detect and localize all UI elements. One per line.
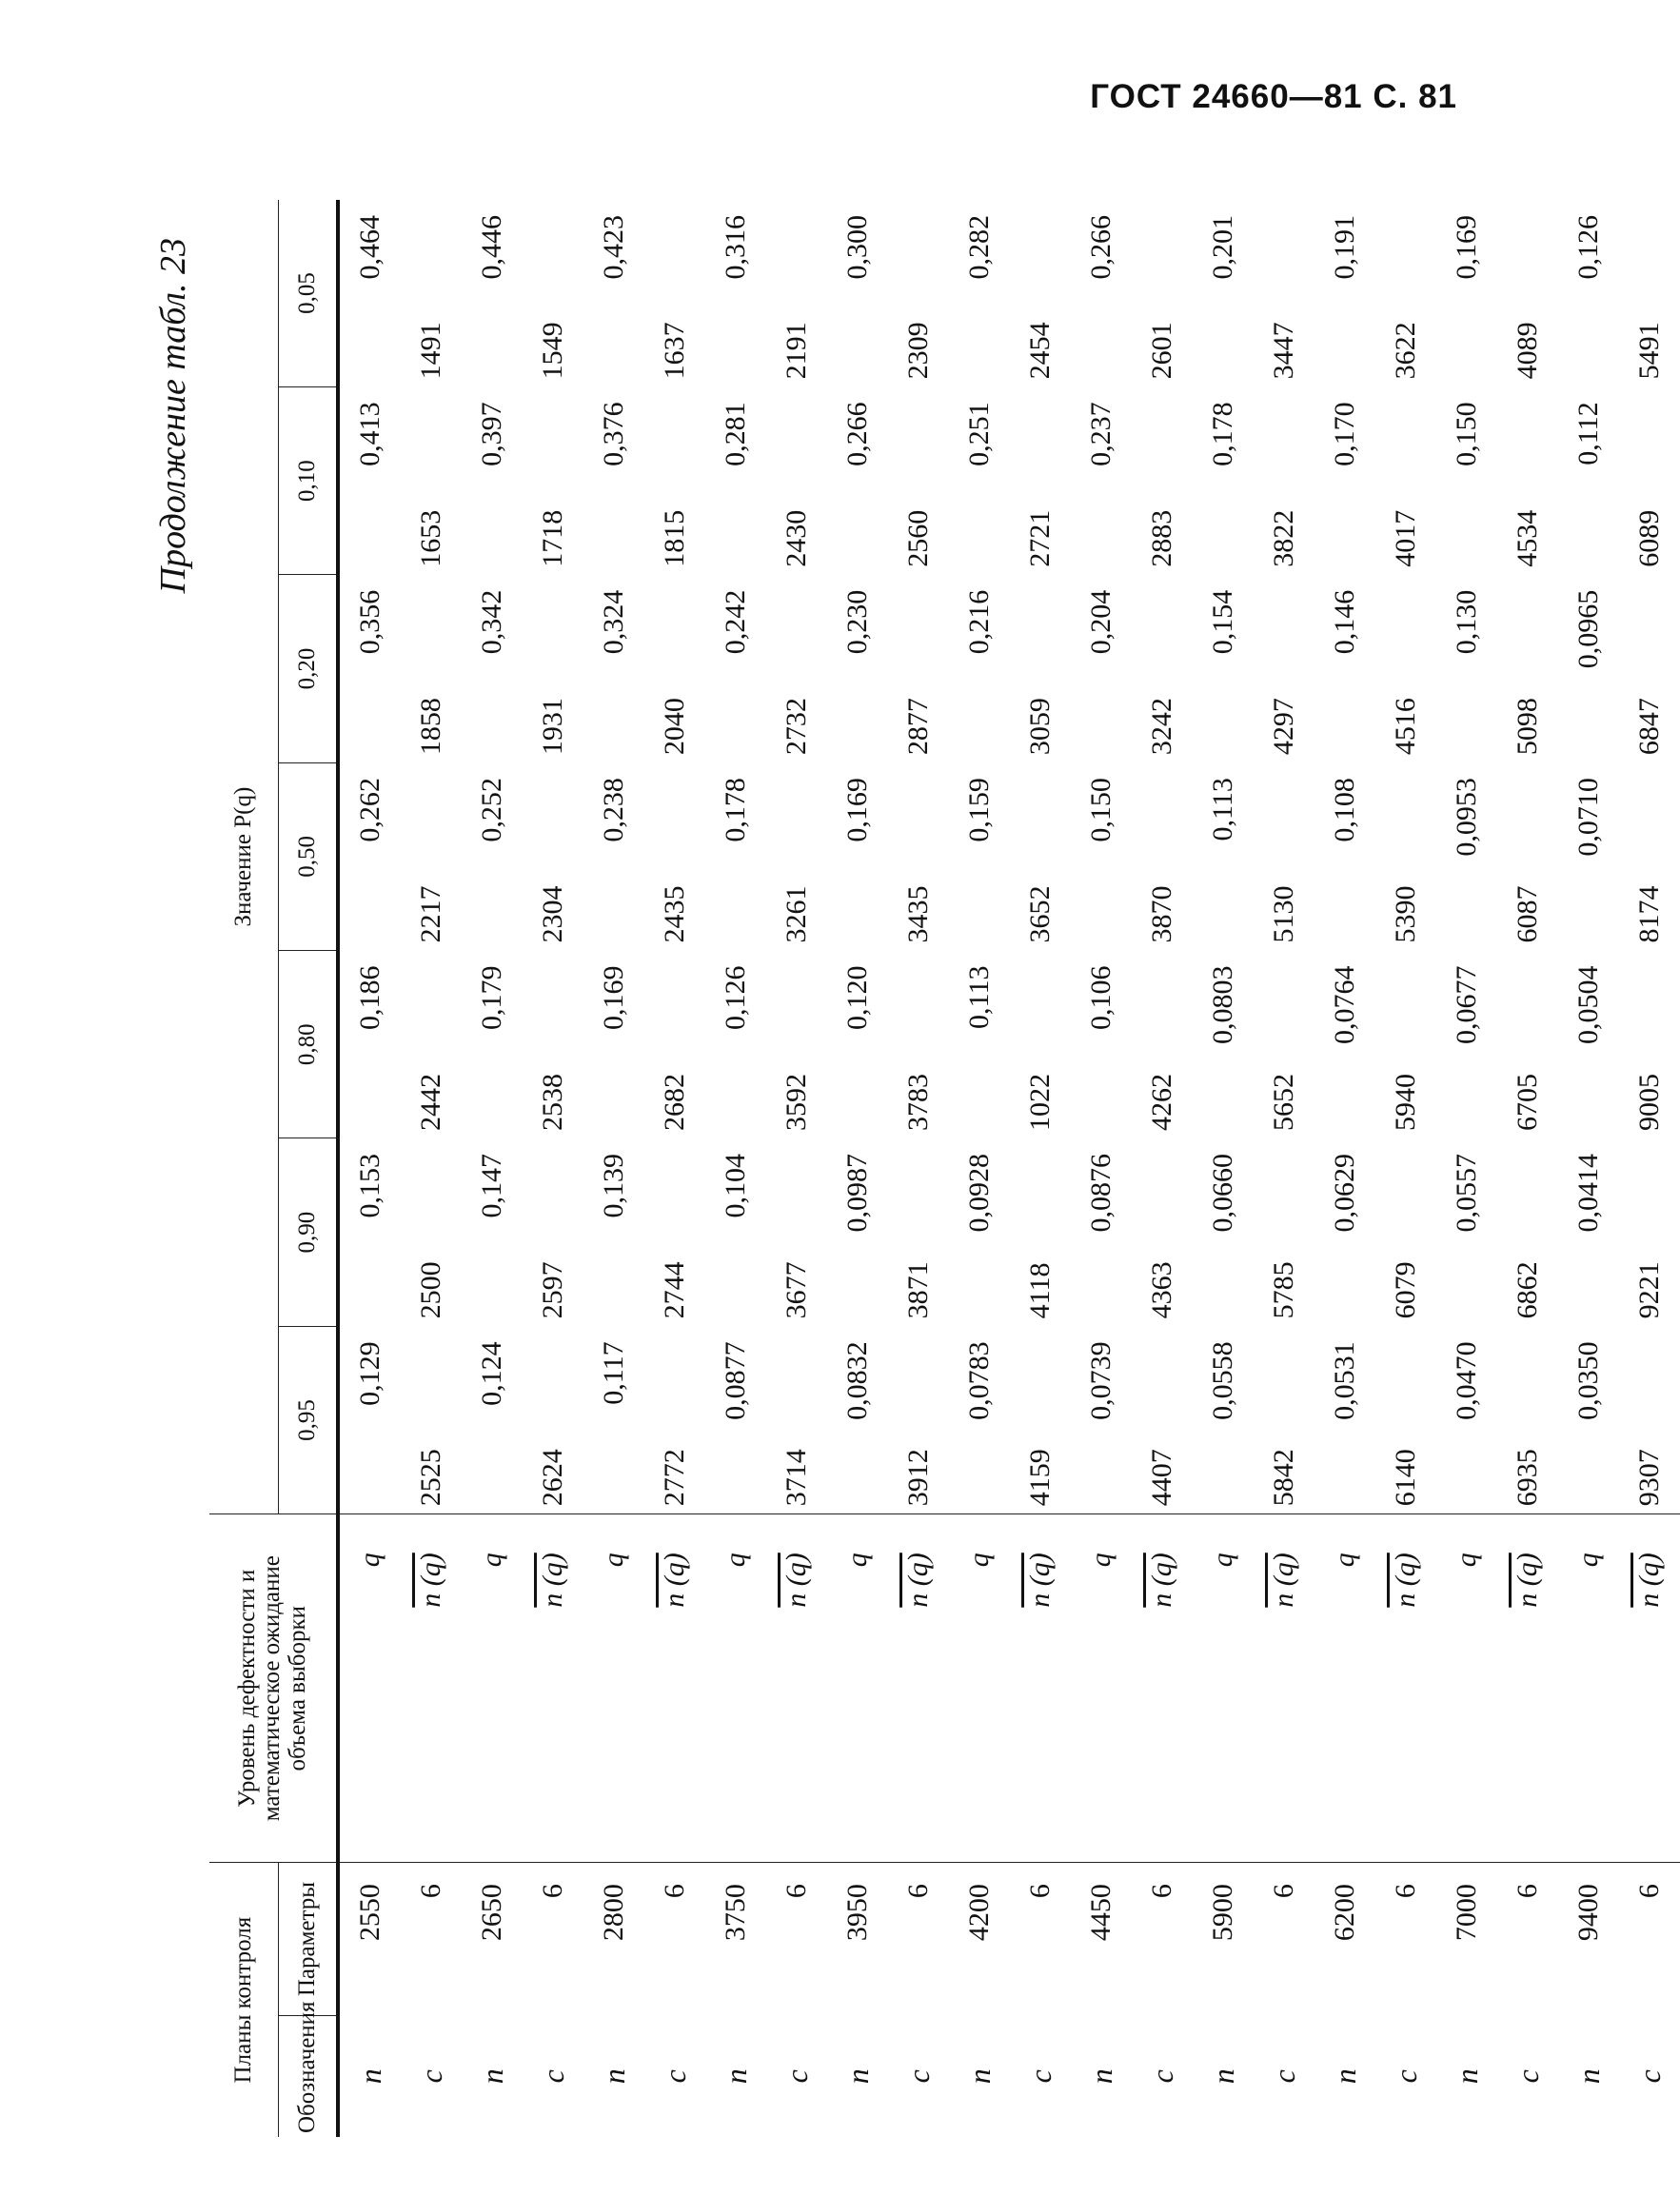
label-nq (1010, 1514, 1071, 1863)
label-q: q (1193, 1514, 1254, 1863)
value-q: 0,0558 (1193, 1326, 1254, 1513)
parameter-c: 6 (415, 1884, 446, 1899)
value-q: 0,266 (1085, 215, 1117, 280)
header-p-0-80: 0,80 (279, 951, 339, 1138)
parameter-c: 6 (1024, 1884, 1056, 1899)
parameter-n: 2650 (476, 1884, 507, 1942)
value-q: 0,146 (1329, 589, 1360, 655)
value-q: 0,191 (1329, 215, 1360, 280)
value-nq: 1931 (537, 698, 568, 756)
continuation-title: Продолжение табл. 23 (153, 238, 193, 594)
parameter-n: 6200 (1329, 1884, 1360, 1942)
designation-c: c (1388, 2069, 1423, 2084)
value-q: 0,204 (1085, 589, 1117, 655)
value-nq: 3912 (888, 1326, 949, 1513)
value-q: 0,413 (338, 386, 401, 574)
value-q: 0,178 (720, 778, 751, 842)
value-nq: 5098 (1512, 698, 1543, 756)
value-nq: 6087 (1512, 885, 1543, 943)
value-nq: 2877 (902, 698, 934, 756)
value-nq: 6862 (1512, 1261, 1543, 1319)
value-nq: 2624 (523, 1326, 583, 1513)
value-q: 0,154 (1207, 589, 1238, 655)
value-nq: 5491 (1633, 322, 1665, 380)
header-p-0-20: 0,20 (279, 575, 339, 762)
value-nq: 5785 (1268, 1261, 1299, 1319)
value-q: 0,0660 (1207, 1153, 1238, 1233)
table-row (523, 200, 583, 2137)
value-nq: 3592 (781, 1073, 812, 1131)
parameter-c: 6 (902, 1884, 934, 1899)
value-q: 0,0953 (1451, 778, 1482, 857)
value-nq: 1858 (415, 698, 446, 756)
value-q: 0,216 (963, 589, 995, 655)
value-nq: 2772 (644, 1326, 705, 1513)
parameter-c: 6 (781, 1884, 812, 1899)
table-row (1314, 200, 1375, 2137)
value-q: 0,262 (338, 762, 401, 950)
value-nq: 2883 (1146, 509, 1177, 567)
value-nq: 9307 (1619, 1326, 1680, 1513)
designation-n: n (1571, 2068, 1606, 2085)
table-row (1132, 200, 1193, 2137)
designation-c: c (1510, 2069, 1545, 2084)
table-row (1254, 200, 1314, 2137)
table-row (1619, 200, 1680, 2137)
designation-n: n (718, 2068, 753, 2085)
table-row (1071, 200, 1132, 2137)
label-q: q (338, 1514, 401, 1863)
value-nq: 3871 (902, 1261, 934, 1319)
table-row (1193, 200, 1254, 2137)
value-q: 0,186 (338, 951, 401, 1138)
value-nq: 2538 (537, 1073, 568, 1131)
value-nq: 2525 (401, 1326, 462, 1513)
table-row (401, 200, 462, 2137)
value-q: 0,342 (476, 589, 507, 655)
value-q: 0,316 (720, 215, 751, 280)
value-nq: 2682 (659, 1073, 690, 1131)
designation-n: n (1205, 2068, 1240, 2085)
value-nq: 9221 (1633, 1261, 1665, 1319)
value-q: 0,124 (462, 1326, 523, 1513)
value-nq: 1491 (415, 322, 446, 380)
label-nq-text: n (q) (1268, 1553, 1299, 1608)
value-nq: 4017 (1390, 509, 1421, 567)
value-nq: 3059 (1024, 698, 1056, 756)
parameter-n: 5900 (1207, 1884, 1238, 1942)
parameter-c: 6 (1512, 1884, 1543, 1899)
value-q: 0,130 (1451, 589, 1482, 655)
label-nq-text: n (q) (1633, 1553, 1665, 1608)
value-q: 0,201 (1207, 215, 1238, 280)
label-nq (523, 1514, 583, 1863)
value-nq: 2560 (902, 509, 934, 567)
table-row (705, 200, 766, 2137)
value-q: 0,300 (841, 215, 873, 280)
value-nq: 1022 (1024, 1073, 1056, 1131)
table-row (1436, 200, 1497, 2137)
header-level: Уровень дефектности и математическое ожидание объема выборки (209, 1514, 338, 1863)
parameter-c: 6 (1390, 1884, 1421, 1899)
parameter-c: 6 (537, 1884, 568, 1899)
label-q: q (1314, 1514, 1375, 1863)
value-q: 0,169 (1451, 215, 1482, 280)
table-row (1497, 200, 1558, 2137)
value-nq: 5940 (1390, 1073, 1421, 1131)
label-nq-text: n (q) (781, 1553, 812, 1608)
page-header: ГОСТ 24660—81 С. 81 (1090, 78, 1457, 115)
value-nq: 4363 (1146, 1261, 1177, 1319)
value-nq: 5652 (1268, 1073, 1299, 1131)
value-q: 0,0557 (1451, 1153, 1482, 1233)
value-nq: 2304 (537, 885, 568, 943)
value-nq: 2500 (415, 1261, 446, 1319)
value-q: 0,0531 (1314, 1326, 1375, 1513)
value-q: 0,376 (598, 402, 629, 466)
value-q: 0,170 (1329, 402, 1360, 466)
value-nq: 4089 (1512, 322, 1543, 380)
value-q: 0,464 (338, 200, 401, 386)
value-nq: 4262 (1146, 1073, 1177, 1131)
label-nq (1132, 1514, 1193, 1863)
label-q: q (1558, 1514, 1619, 1863)
label-nq-text: n (q) (1512, 1553, 1543, 1608)
designation-c: c (535, 2069, 570, 2084)
label-nq (1619, 1514, 1680, 1863)
value-q: 0,106 (1085, 965, 1117, 1031)
value-nq: 6089 (1633, 509, 1665, 567)
designation-c: c (413, 2069, 448, 2084)
value-q: 0,112 (1572, 402, 1604, 465)
value-nq: 2597 (537, 1261, 568, 1319)
value-nq: 2435 (659, 885, 690, 943)
label-nq-text: n (q) (1024, 1553, 1056, 1608)
value-nq: 9005 (1633, 1073, 1665, 1131)
label-nq (766, 1514, 827, 1863)
value-q: 0,0350 (1558, 1326, 1619, 1513)
value-nq: 2430 (781, 509, 812, 567)
value-nq: 3822 (1268, 509, 1299, 567)
designation-c: c (900, 2069, 936, 2084)
value-nq: 2744 (659, 1261, 690, 1319)
table-row (1010, 200, 1071, 2137)
label-nq-text: n (q) (1390, 1553, 1421, 1608)
table-row (949, 200, 1010, 2137)
rotated-table-container (152, 200, 1667, 2137)
value-q: 0,150 (1085, 778, 1117, 842)
value-nq: 5130 (1268, 885, 1299, 943)
table-row (644, 200, 705, 2137)
value-q: 0,178 (1207, 402, 1238, 466)
header-designation: Обозначения (279, 2015, 339, 2137)
designation-n: n (840, 2068, 875, 2085)
value-q: 0,120 (841, 965, 873, 1031)
value-nq: 8174 (1633, 885, 1665, 943)
table-row (1558, 200, 1619, 2137)
label-nq (1375, 1514, 1436, 1863)
designation-n: n (961, 2068, 997, 2085)
value-nq: 4516 (1390, 698, 1421, 756)
designation-n: n (338, 2015, 401, 2137)
value-q: 0,242 (720, 589, 751, 655)
value-q: 0,251 (963, 402, 995, 466)
value-q: 0,230 (841, 589, 873, 655)
value-nq: 2309 (902, 322, 934, 380)
value-q: 0,0739 (1071, 1326, 1132, 1513)
value-nq: 3622 (1390, 322, 1421, 380)
label-q: q (827, 1514, 888, 1863)
value-q: 0,153 (338, 1138, 401, 1326)
header-p-0-90: 0,90 (279, 1138, 339, 1326)
designation-n: n (474, 2068, 509, 2085)
value-nq: 2191 (781, 322, 812, 380)
value-q: 0,0876 (1085, 1153, 1117, 1233)
value-nq: 6705 (1512, 1073, 1543, 1131)
value-nq: 4159 (1010, 1326, 1071, 1513)
value-q: 0,0832 (827, 1326, 888, 1513)
value-q: 0,266 (841, 402, 873, 466)
label-q: q (949, 1514, 1010, 1863)
value-q: 0,397 (476, 402, 507, 466)
value-nq: 3714 (766, 1326, 827, 1513)
value-nq: 2454 (1024, 322, 1056, 380)
value-nq: 4534 (1512, 509, 1543, 567)
label-nq (1497, 1514, 1558, 1863)
header-p-0-10: 0,10 (279, 386, 339, 574)
value-nq: 2601 (1146, 322, 1177, 380)
value-nq: 6140 (1375, 1326, 1436, 1513)
value-nq: 3783 (902, 1073, 934, 1131)
parameter-c: 6 (1633, 1884, 1665, 1899)
label-q: q (583, 1514, 644, 1863)
parameter-n: 7000 (1451, 1884, 1482, 1942)
table-row (888, 200, 949, 2137)
label-q: q (1071, 1514, 1132, 1863)
value-nq: 1653 (415, 509, 446, 567)
value-q: 0,446 (476, 215, 507, 280)
table-row (462, 200, 523, 2137)
value-q: 0,238 (598, 778, 629, 842)
value-q: 0,0987 (841, 1153, 873, 1233)
value-nq: 6935 (1497, 1326, 1558, 1513)
value-q: 0,108 (1329, 778, 1360, 842)
designation-n: n (1449, 2068, 1484, 2085)
value-nq: 2217 (415, 885, 446, 943)
label-q: q (1436, 1514, 1497, 1863)
value-nq: 1549 (537, 322, 568, 380)
header-p-0-50: 0,50 (279, 762, 339, 950)
designation-c: c (1022, 2069, 1057, 2084)
value-nq: 3447 (1268, 322, 1299, 380)
value-q: 0,147 (476, 1153, 507, 1218)
table-row (766, 200, 827, 2137)
value-q: 0,281 (720, 402, 751, 466)
value-q: 0,0764 (1329, 965, 1360, 1045)
label-nq (1254, 1514, 1314, 1863)
value-nq: 3677 (781, 1261, 812, 1319)
value-nq: 3242 (1146, 698, 1177, 756)
designation-n: n (1083, 2068, 1118, 2085)
value-q: 0,423 (598, 215, 629, 280)
designation-c: c (779, 2069, 814, 2084)
value-q: 0,0710 (1572, 778, 1604, 857)
value-q: 0,113 (963, 965, 995, 1029)
header-plans: Планы контроля (209, 1863, 279, 2137)
value-q: 0,0629 (1329, 1153, 1360, 1233)
header-values-group: Значение P(q) (209, 200, 279, 1514)
label-q: q (462, 1514, 523, 1863)
value-nq: 4297 (1268, 698, 1299, 756)
value-q: 0,126 (720, 965, 751, 1031)
parameter-n: 2800 (598, 1884, 629, 1942)
designation-c: c (1144, 2069, 1179, 2084)
value-nq: 2721 (1024, 509, 1056, 567)
parameter-n: 3750 (720, 1884, 751, 1942)
value-q: 0,169 (598, 965, 629, 1031)
value-q: 0,0803 (1207, 965, 1238, 1045)
value-q: 0,356 (338, 575, 401, 762)
value-q: 0,139 (598, 1153, 629, 1218)
value-nq: 1718 (537, 509, 568, 567)
value-q: 0,0677 (1451, 965, 1482, 1045)
value-q: 0,126 (1572, 215, 1604, 280)
label-nq-text: n (q) (902, 1553, 934, 1608)
parameter-n: 4200 (963, 1884, 995, 1942)
value-nq: 6847 (1633, 698, 1665, 756)
value-q: 0,169 (841, 778, 873, 842)
label-nq (401, 1514, 462, 1863)
value-q: 0,113 (1207, 778, 1238, 841)
label-q: q (705, 1514, 766, 1863)
table-row (338, 200, 401, 2137)
value-q: 0,324 (598, 589, 629, 655)
value-q: 0,104 (720, 1153, 751, 1218)
header-parameters: Параметры (279, 1863, 339, 2016)
value-nq: 3261 (781, 885, 812, 943)
designation-n: n (1327, 2068, 1362, 2085)
value-q: 0,0783 (949, 1326, 1010, 1513)
value-q: 0,252 (476, 778, 507, 842)
label-nq (644, 1514, 705, 1863)
value-nq: 2732 (781, 698, 812, 756)
label-nq-text: n (q) (537, 1553, 568, 1608)
table-row (1375, 200, 1436, 2137)
header-p-0-95: 0,95 (279, 1326, 339, 1513)
header-p-0-05: 0,05 (279, 200, 339, 386)
value-nq: 2040 (659, 698, 690, 756)
designation-c: c (657, 2069, 692, 2084)
value-q: 0,0504 (1572, 965, 1604, 1045)
designation-n: n (596, 2068, 631, 2085)
value-q: 0,117 (583, 1326, 644, 1513)
parameter-c: 6 (659, 1884, 690, 1899)
value-q: 0,0965 (1572, 589, 1604, 669)
value-nq: 3435 (902, 885, 934, 943)
value-nq: 4118 (1024, 1262, 1056, 1319)
value-nq: 3870 (1146, 885, 1177, 943)
value-nq: 6079 (1390, 1261, 1421, 1319)
value-nq: 5842 (1254, 1326, 1314, 1513)
value-nq: 3652 (1024, 885, 1056, 943)
value-nq: 5390 (1390, 885, 1421, 943)
label-nq-text: n (q) (415, 1553, 446, 1608)
value-q: 0,0414 (1572, 1153, 1604, 1233)
value-nq: 2442 (415, 1073, 446, 1131)
value-q: 0,179 (476, 965, 507, 1031)
designation-c: c (1631, 2069, 1667, 2084)
parameter-c: 6 (1268, 1884, 1299, 1899)
value-q: 0,0877 (705, 1326, 766, 1513)
value-q: 0,129 (338, 1326, 401, 1513)
parameter-n: 3950 (841, 1884, 873, 1942)
value-q: 0,0928 (963, 1153, 995, 1233)
parameter-n: 2550 (338, 1863, 401, 2016)
value-q: 0,159 (963, 778, 995, 842)
table-row (583, 200, 644, 2137)
label-nq-text: n (q) (659, 1553, 690, 1608)
value-q: 0,237 (1085, 402, 1117, 466)
parameter-n: 4450 (1085, 1884, 1117, 1942)
value-nq: 1637 (659, 322, 690, 380)
label-nq (888, 1514, 949, 1863)
table-row (827, 200, 888, 2137)
parameter-n: 9400 (1572, 1884, 1604, 1942)
parameter-c: 6 (1146, 1884, 1177, 1899)
value-q: 0,0470 (1436, 1326, 1497, 1513)
designation-c: c (1266, 2069, 1301, 2084)
table-body (338, 200, 1680, 2137)
value-q: 0,282 (963, 215, 995, 280)
value-nq: 4407 (1132, 1326, 1193, 1513)
value-nq: 1815 (659, 509, 690, 567)
data-table (209, 200, 1680, 2137)
value-q: 0,150 (1451, 402, 1482, 466)
label-nq-text: n (q) (1146, 1553, 1177, 1608)
